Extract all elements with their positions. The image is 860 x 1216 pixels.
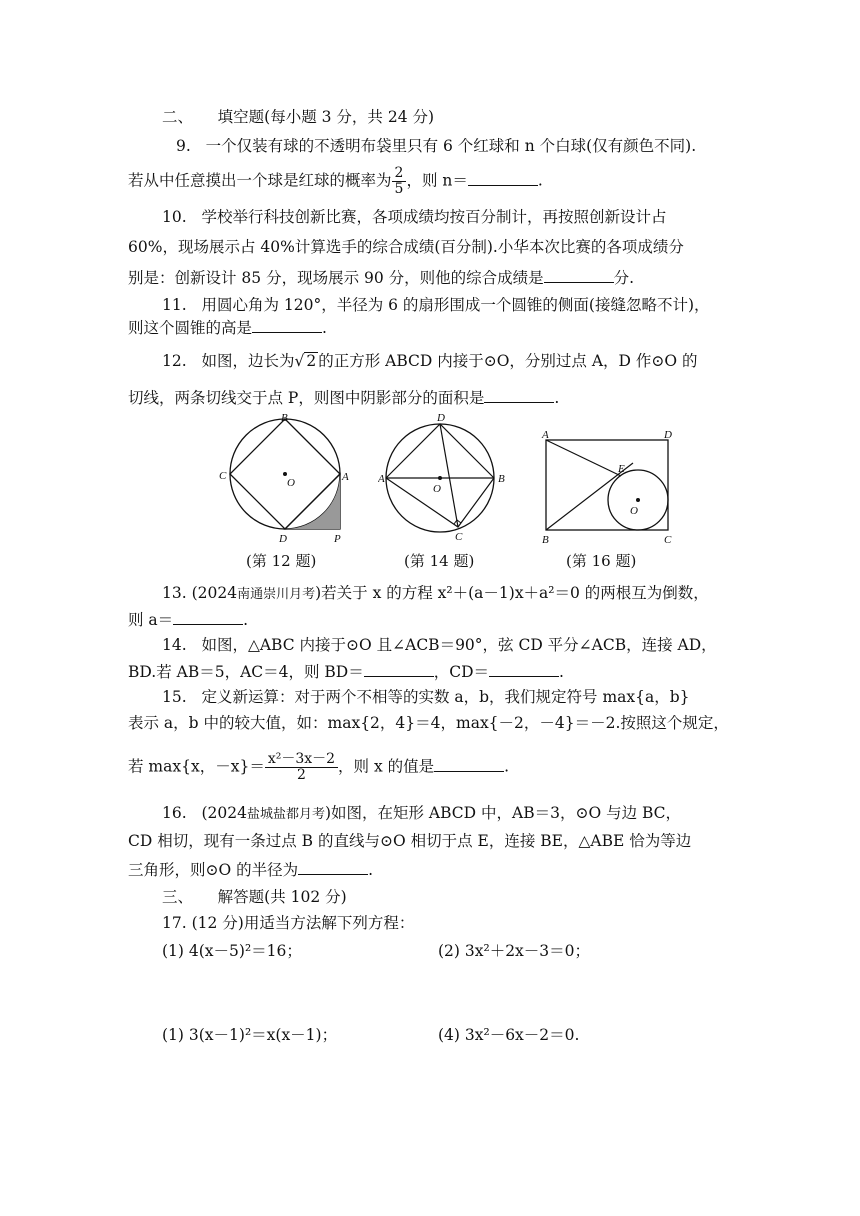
section-title: 填空题 — [217, 108, 265, 126]
q10-line3 — [128, 266, 634, 289]
fig16-label-E: E — [618, 463, 625, 475]
fig14-label-D: D — [437, 412, 445, 424]
q12-text: 切线，两条切线交于点 P，则图中阴影部分的面积是 — [128, 389, 485, 407]
q17-part2: (2) 3x²＋2x－3＝0； — [438, 942, 591, 960]
answer-blank[interactable] — [468, 169, 538, 186]
fig14-label-O: O — [433, 483, 441, 495]
q10-text: 学校举行科技创新比赛，各项成绩均按百分制计，再按照创新设计占 — [201, 208, 667, 226]
figure-14 — [378, 408, 518, 548]
punct: . — [368, 861, 374, 879]
q15-line1 — [162, 686, 690, 708]
punct: . — [243, 611, 249, 629]
q12-text: 的正方形 ABCD 内接于⊙O，分别过点 A，D 作⊙O 的 — [318, 352, 698, 370]
fig12-label-P: P — [334, 533, 341, 545]
q16-line1 — [162, 802, 681, 826]
answer-blank-cd[interactable] — [489, 660, 559, 677]
q12-text: 如图，边长为 — [201, 352, 295, 370]
fig12-label-C: C — [219, 470, 227, 482]
fig16-label-B: B — [542, 534, 549, 546]
q16-text: 三角形，则⊙O 的半径为 — [128, 861, 299, 879]
q17-intro: 17. (12 分)用适当方法解下列方程： — [162, 914, 415, 932]
punct: . — [554, 389, 560, 407]
section-note: (共 102 分) — [264, 888, 347, 906]
q13-text: )若关于 x 的方程 x²＋(a－1)x＋a²＝0 的两根互为倒数， — [315, 584, 709, 602]
figure-12 — [215, 408, 355, 548]
fig14-label-C: C — [455, 531, 463, 543]
question-number: 14. — [162, 636, 187, 654]
question-number: 9. — [176, 137, 191, 155]
answer-blank[interactable] — [434, 755, 504, 772]
q9-text: ，则 n＝ — [406, 171, 468, 190]
q13-line2 — [128, 608, 248, 631]
section-number: 三、 — [162, 888, 194, 906]
q17-part3: (1) 3(x－1)²＝x(x－1)； — [162, 1026, 338, 1044]
punct: . — [504, 757, 510, 776]
question-source: 南通崇川月考 — [237, 587, 316, 602]
fig12-label-B: B — [281, 412, 288, 424]
section-3-header — [162, 886, 347, 908]
punct: . — [559, 663, 564, 681]
fraction — [392, 166, 407, 197]
q14-line1 — [162, 634, 717, 656]
answer-blank[interactable] — [252, 316, 322, 333]
section-number: 二、 — [162, 108, 194, 126]
fig16-label-O: O — [630, 505, 638, 517]
section-note: (每小题 3 分，共 24 分) — [264, 108, 435, 126]
question-source: 盐城盐都月考 — [246, 807, 325, 822]
fraction-denominator: 2 — [296, 767, 306, 783]
q14-text: 如图，△ABC 内接于⊙O 且∠ACB＝90°，弦 CD 平分∠ACB，连接 AD， — [201, 636, 717, 654]
q10-line1 — [162, 206, 666, 228]
q17-part1: (1) 4(x－5)²＝16； — [162, 942, 302, 960]
q16-line3 — [128, 858, 373, 881]
q9-text: 若从中任意摸出一个球是红球的概率为 — [128, 171, 392, 190]
q13-line1 — [162, 582, 709, 606]
q11-text: 用圆心角为 120°，半径为 6 的扇形围成一个圆锥的侧面(接缝忽略不计)， — [201, 296, 710, 314]
q11-text: 则这个圆锥的高是 — [128, 319, 253, 337]
question-number: 12. — [162, 352, 187, 370]
fig12-label-A: A — [342, 471, 349, 483]
q12-line2 — [128, 386, 559, 409]
fraction — [265, 752, 338, 783]
answer-blank[interactable] — [484, 386, 554, 403]
punct: . — [322, 319, 327, 337]
question-number: 11. — [162, 296, 187, 314]
question-number: 10. — [162, 208, 187, 226]
answer-blank-bd[interactable] — [364, 660, 434, 677]
question-number: 16. — [162, 804, 187, 822]
answer-blank[interactable] — [544, 266, 614, 283]
caption-fig16: (第 16 题) — [566, 552, 637, 570]
answer-blank[interactable] — [298, 858, 368, 875]
fig12-label-D: D — [279, 533, 287, 545]
fig16-label-C: C — [664, 534, 672, 546]
q10-text: 别是：创新设计 85 分，现场展示 90 分，则他的综合成绩是 — [128, 269, 544, 287]
punct: . — [537, 171, 543, 190]
q10-line2: 60%，现场展示占 40%计算选手的综合成绩(百分制).小华本次比赛的各项成绩分 — [128, 238, 684, 256]
q10-text: 分. — [613, 269, 635, 287]
q11-line1 — [162, 294, 710, 316]
question-number: 15. — [162, 688, 187, 706]
q17-part4: (4) 3x²－6x－2＝0. — [438, 1026, 580, 1044]
q9-line2 — [128, 166, 543, 197]
q12-line1: 12. 如图，边长为√ 2 的正方形 ABCD 内接于⊙O，分别过点 A，D 作⊙O 的 — [162, 352, 698, 370]
q9-line1 — [176, 135, 696, 157]
q13-text: 则 a＝ — [128, 611, 174, 629]
answer-blank[interactable] — [173, 608, 243, 625]
sqrt-value: 2 — [306, 352, 317, 370]
figure-16 — [538, 426, 688, 550]
q15-text: 若 max{x，－x}＝ — [128, 757, 265, 776]
q16-line2: CD 相切，现有一条过点 B 的直线与⊙O 相切于点 E，连接 BE，△ABE 恰为等边 — [128, 832, 692, 850]
q13-text: 13. (2024 — [162, 584, 238, 602]
caption-fig14: (第 14 题) — [404, 552, 475, 570]
q15-text: ，则 x 的值是 — [338, 757, 435, 776]
q14-line2 — [128, 660, 564, 683]
fraction-denominator: 5 — [394, 181, 404, 197]
section-2-header — [162, 106, 434, 128]
q15-line2: 表示 a，b 中的较大值，如：max{2，4}＝4，max{－2，－4}＝－2.按照这个规定， — [128, 714, 729, 732]
fig16-label-A: A — [542, 429, 549, 441]
q14-text: BD.若 AB＝5，AC＝4，则 BD＝ — [128, 663, 364, 681]
fig14-label-A: A — [378, 473, 385, 485]
q11-line2 — [128, 316, 327, 339]
caption-fig12: (第 12 题) — [246, 552, 317, 570]
fig16-label-D: D — [664, 429, 672, 441]
fraction-numerator: x²－3x－2 — [265, 752, 338, 768]
fig14-label-B: B — [498, 473, 505, 485]
fraction-numerator: 2 — [392, 166, 407, 182]
fig12-label-O: O — [287, 477, 295, 489]
q16-text: (2024 — [201, 804, 247, 822]
q15-text: 定义新运算：对于两个不相等的实数 a，b，我们规定符号 max{a，b} — [201, 688, 690, 706]
q15-line3 — [128, 752, 509, 783]
q16-text: )如图，在矩形 ABCD 中，AB＝3，⊙O 与边 BC， — [324, 804, 682, 822]
section-title: 解答题 — [217, 888, 265, 906]
q9-text: 一个仅装有球的不透明布袋里只有 6 个红球和 n 个白球(仅有颜色不同). — [205, 137, 697, 155]
q14-text: ，CD＝ — [433, 663, 490, 681]
